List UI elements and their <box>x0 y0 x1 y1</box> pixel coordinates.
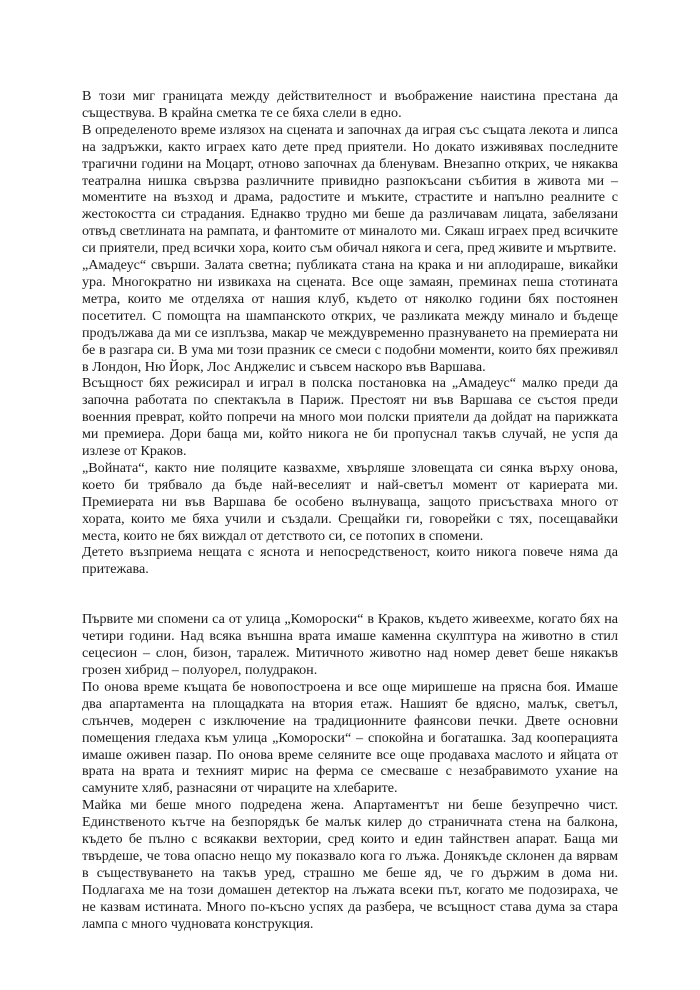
section-break <box>82 578 618 611</box>
paragraph: В определеното време излязох на сцената и започнах да играя със същата лекота и липса на задръжки, както играех като дете пред приятели. Но докато изживявах последните трагични години на Моцарт, отново започнах да бленувам. Внезапно открих, че някаква театрална нишка свързва различните привидно разпокъсани събития в живота ми – моментите на възход и драма, радостите и мъките, страстите и напълно реалните с жестокостта си страдания. Еднакво трудно ми беше да различавам лицата, забелязани отвъд светлината на рампата, и фантомите от миналото ми. Сякаш играех пред всичките си приятели, пред всички хора, които съм обичал някога и сега, пред живите и мъртвите. <box>82 121 618 257</box>
document-page <box>82 88 618 933</box>
paragraph: В този миг границата между действителност и въображение наистина престана да съществува. В крайна сметка те се бяха слели в едно. <box>82 88 618 121</box>
paragraph: Детето възприема нещата с яснота и непосредственост, които никога повече няма да притежава. <box>82 544 618 578</box>
paragraph: Всъщност бях режисирал и играл в полска постановка на „Амадеус“ малко преди да започна работата по спектакъла в Париж. Престоят ни във Варшава се състоя преди военния преврат, който попречи на много мои полски приятели да дойдат на парижката ми премиера. Дори баща ми, който никога не би пропуснал такъв случай, не успя да излезе от Краков. <box>82 375 618 460</box>
paragraph: „Войната“, както ние поляците казвахме, хвърляше зловещата си сянка върху онова, което би трябвало да бъде най-веселият и най-светъл момент от кариерата ми. Премиерата ни във Варшава бе особено вълнуваща, защото присъстваха много от хората, които ме бяха учили и създали. Срещайки ги, говорейки с тях, посещавайки места, които не бях виждал от детството си, се потопих в спомени. <box>82 459 618 544</box>
paragraph: „Амадеус“ свърши. Залата светна; публиката стана на крака и ни аплодираше, викайки ура. Многократно ни извикаха на сцената. Все още замаян, преминах пеша стотината метра, които ме отделяха от нашия клуб, където от няколко години бях постоянен посетител. С помощта на шампанското открих, че разликата между минало и бъдеще продължава да ми се изплъзва, макар че междувременно празнуването на премиерата ни бе в разгара си. В ума ми този празник се смеси с подобни моменти, които бях преживял в Лондон, Ню Йорк, Лос Анджелис и съвсем наскоро във Варшава. <box>82 257 618 375</box>
paragraph: Първите ми спомени са от улица „Комороски“ в Краков, където живеехме, когато бях на четири години. Над всяка външна врата имаше каменна скулптура на животно в стил сецесион – слон, бизон, таралеж. Митичното животно над номер девет беше някакъв грозен хибрид – полуорел, полудракон. <box>82 611 618 678</box>
paragraph: По онова време къщата бе новопостроена и все още миришеше на прясна боя. Имаше два апартамента на площадката на втория етаж. Нашият бе вдясно, малък, светъл, слънчев, модерен с изключение на традиционните фаянсови печки. Двете основни помещения гледаха към улица „Комороски“ – спокойна и богаташка. Зад кооперацията имаше оживен пазар. По онова време селяните все още продаваха маслото и яйцата от врата на врата и техният мирис на ферма се смесваше с незабравимото ухание на самуните хляб, разнасяни от чираците на хлебарите. <box>82 678 618 797</box>
paragraph: Майка ми беше много подредена жена. Апартаментът ни беше безупречно чист. Единственото кътче на безпорядък бе малък килер до страничната стена на балкона, където бе пълно с всякакви вехтории, сред които и един тайнствен апарат. Баща ми твърдеше, че това опасно нещо му показвало кога го лъжа. Донякъде склонен да вярвам в съществуването на такъв уред, страшно ме беше яд, че го държим в дома ни. Подлагаха ме на този домашен детектор на лъжата всеки път, когато ме подозираха, че не казвам истината. Много по-късно успях да разбера, че всъщност става дума за стара лампа с много чудновата конструкция. <box>82 797 618 932</box>
